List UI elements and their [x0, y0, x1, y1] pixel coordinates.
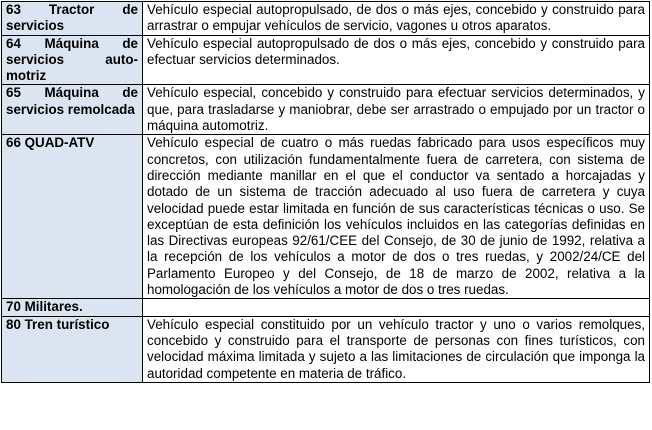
definition-cell: Vehículo especial autopropulsado de dos o más ejes, concebido y construido para efectuar servicios determinados. [143, 35, 650, 85]
table-row [2, 2, 650, 36]
term-cell: 66 QUAD-ATV [2, 135, 143, 299]
table-row [2, 135, 650, 299]
term-cell: 80 Tren turístico [2, 316, 143, 382]
definition-cell: Vehículo especial, concebido y construido para efectuar servicios determinados, y que, para trasladarse y maniobrar, debe ser arrastrado o empujado por un tractor o máquina automotriz. [143, 85, 650, 135]
term-cell: 63 Tractor de servicios [2, 2, 143, 36]
table-row [2, 85, 650, 135]
term-cell: 70 Militares. [2, 299, 143, 316]
table-row [2, 35, 650, 85]
term-cell: 64 Máquina de servicios auto-motriz [2, 35, 143, 85]
vehicle-definitions-table [1, 1, 650, 383]
definition-cell: Vehículo especial constituido por un vehículo tractor y uno o varios remolques, concebido y construido para el transporte de personas con fines turísticos, con velocidad máxima limitada y sujeto a las limitaciones de circulación que imponga la autoridad competente en materia de tráfico. [143, 316, 650, 382]
term-cell: 65 Máquina de servicios remolcada [2, 85, 143, 135]
table-row [2, 299, 650, 316]
definition-cell [143, 299, 650, 316]
table-row [2, 316, 650, 382]
definition-cell: Vehículo especial de cuatro o más ruedas fabricado para usos específicos muy concretos, con utilización fundamentalmente fuera de carretera, con sistema de dirección mediante manillar en el que el conductor va sentado a horcajadas y dotado de un sistema de tracción adecuado al uso fuera de carretera y cuya velocidad puede estar limitada en función de sus características técnicas o uso. Se exceptúan de esta definición los vehículos incluidos en las categorías definidas en las Directivas europeas 92/61/CEE del Consejo, de 30 de junio de 1992, relativa a la recepción de los vehículos a motor de dos o tres ruedas, y 2002/24/CE del Parlamento Europeo y del Consejo, de 18 de marzo de 2002, relativa a la homologación de los vehículos a motor de dos o tres ruedas. [143, 135, 650, 299]
definition-cell: Vehículo especial autopropulsado, de dos o más ejes, concebido y construido para arrastrar o empujar vehículos de servicio, vagones u otros aparatos. [143, 2, 650, 36]
